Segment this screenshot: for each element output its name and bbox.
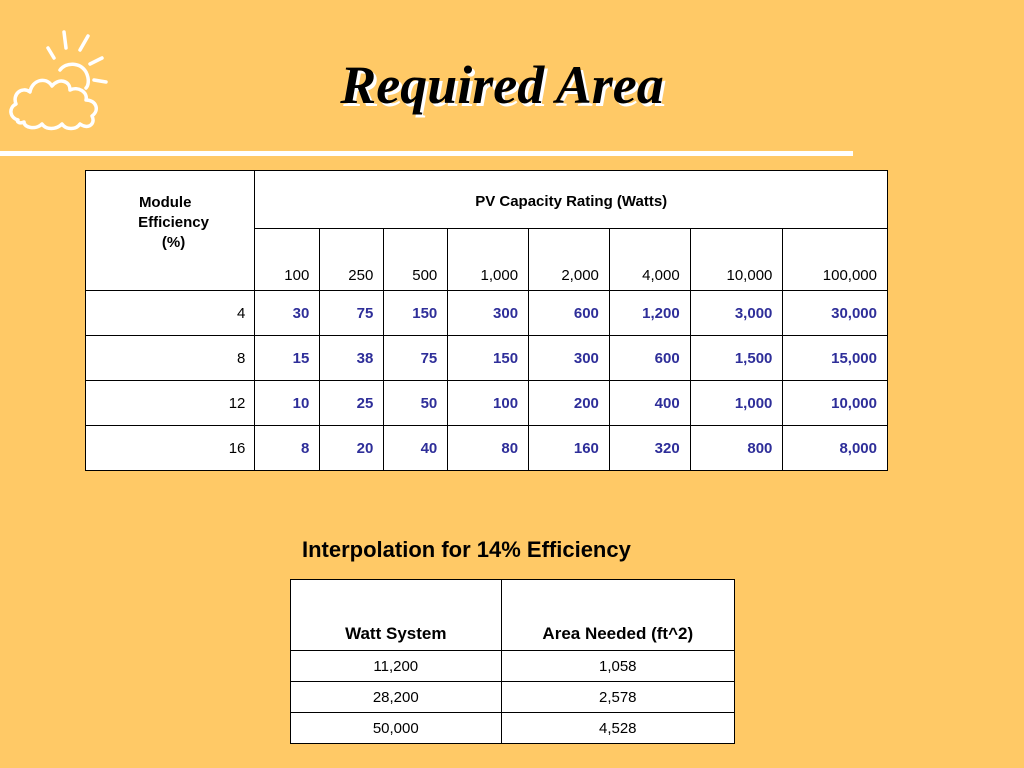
title-divider [0,151,853,156]
interpolation-title: Interpolation for 14% Efficiency [302,537,631,562]
area-cell: 100 [448,381,529,426]
table-row [86,336,888,381]
capacity-column-header: 2,000 [529,229,610,291]
area-cell: 75 [384,336,448,381]
area-needed-cell: 2,578 [501,682,734,713]
area-needed-cell: 1,058 [501,651,734,682]
efficiency-header-line: Efficiency [138,214,209,231]
efficiency-cell: 8 [86,336,255,381]
area-needed-cell: 4,528 [501,713,734,744]
table-row [291,713,735,744]
area-cell: 300 [529,336,610,381]
watt-system-cell: 28,200 [291,682,502,713]
area-cell: 600 [529,291,610,336]
area-needed-header: Area Needed (ft^2) [501,580,734,651]
interpolation-table [290,579,735,744]
capacity-column-header: 500 [384,229,448,291]
area-cell: 30,000 [783,291,888,336]
area-cell: 1,200 [609,291,690,336]
area-cell: 40 [384,426,448,471]
capacity-column-header: 4,000 [609,229,690,291]
table-row [86,291,888,336]
area-cell: 320 [609,426,690,471]
watt-system-cell: 11,200 [291,651,502,682]
area-cell: 200 [529,381,610,426]
efficiency-header-line: Module [138,194,192,211]
table-row [86,426,888,471]
area-cell: 10,000 [783,381,888,426]
efficiency-column-header [86,171,255,291]
area-cell: 1,000 [690,381,783,426]
area-cell: 800 [690,426,783,471]
capacity-group-header: PV Capacity Rating (Watts) [255,171,888,229]
capacity-column-header: 10,000 [690,229,783,291]
area-cell: 150 [384,291,448,336]
capacity-column-header: 250 [320,229,384,291]
area-cell: 1,500 [690,336,783,381]
efficiency-header-line: (%) [161,234,186,251]
area-cell: 15,000 [783,336,888,381]
capacity-column-header: 100 [255,229,320,291]
area-cell: 75 [320,291,384,336]
area-cell: 30 [255,291,320,336]
area-cell: 150 [448,336,529,381]
required-area-table [85,170,888,471]
area-cell: 20 [320,426,384,471]
area-cell: 50 [384,381,448,426]
area-cell: 600 [609,336,690,381]
table-row [86,381,888,426]
area-cell: 8 [255,426,320,471]
area-cell: 15 [255,336,320,381]
area-cell: 25 [320,381,384,426]
capacity-column-header: 100,000 [783,229,888,291]
area-cell: 8,000 [783,426,888,471]
efficiency-cell: 12 [86,381,255,426]
area-cell: 400 [609,381,690,426]
area-cell: 300 [448,291,529,336]
area-cell: 3,000 [690,291,783,336]
watt-system-header: Watt System [291,580,502,651]
area-cell: 160 [529,426,610,471]
watt-system-cell: 50,000 [291,713,502,744]
table-row [291,682,735,713]
area-cell: 38 [320,336,384,381]
slide-title: Required Area [340,55,664,115]
area-cell: 10 [255,381,320,426]
efficiency-cell: 16 [86,426,255,471]
table-row [291,651,735,682]
capacity-column-header: 1,000 [448,229,529,291]
area-cell: 80 [448,426,529,471]
efficiency-cell: 4 [86,291,255,336]
